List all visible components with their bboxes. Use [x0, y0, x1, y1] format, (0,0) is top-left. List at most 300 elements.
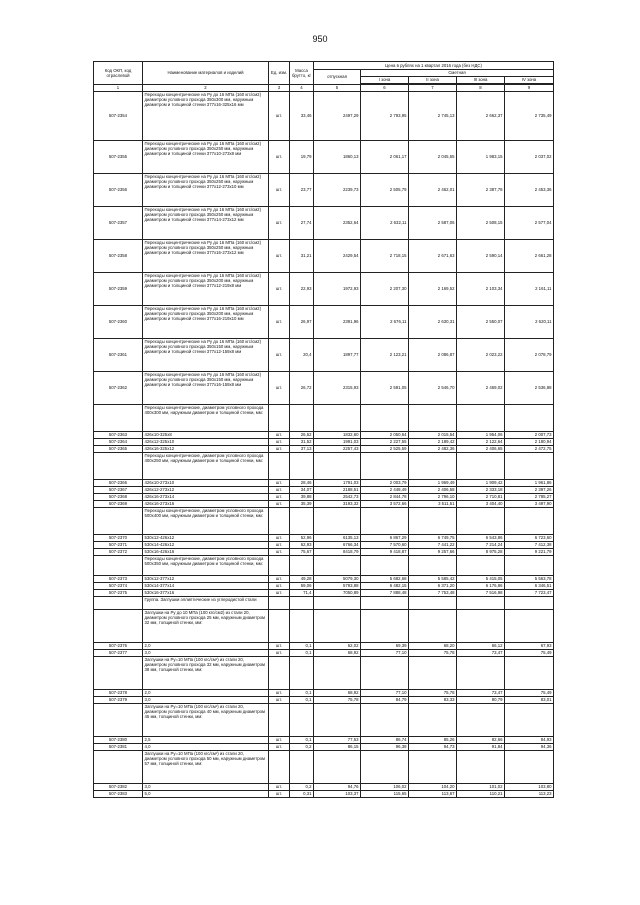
name-cell: Заглушки на Ру до 10 МПа (100 кгс/см2) из стали 20, диаметром условного прохода 25 мм, наружным диаметром 32 мм, толщиной стенки, мм:	[143, 610, 269, 643]
mass-cell: 26,72	[290, 372, 314, 405]
code-cell	[94, 751, 143, 784]
table-row	[94, 643, 554, 650]
price-cell	[314, 508, 361, 535]
mass-cell: 62,93	[290, 542, 314, 549]
zone2-price-cell	[409, 751, 457, 784]
zone4-price-cell: 75,49	[505, 690, 554, 697]
zone3-price-cell: 101,02	[457, 784, 505, 791]
group-row	[94, 597, 554, 610]
header-wholesale: отпускная	[314, 70, 361, 85]
table-row	[94, 590, 554, 597]
price-table	[93, 61, 554, 798]
zone3-price-cell: 73,47	[457, 690, 505, 697]
header-mass: Масса брутто, кг	[290, 62, 314, 85]
table-row	[94, 697, 554, 704]
header-code: Код ОКП, код отраслевой	[94, 62, 143, 85]
mass-cell: 59,06	[290, 583, 314, 590]
mass-cell: 0,1	[290, 697, 314, 704]
zone4-price-cell: 2 180,94	[505, 439, 554, 446]
zone3-price-cell: 2 103,34	[457, 273, 505, 306]
zone3-price-cell: 2 469,02	[457, 372, 505, 405]
name-cell: 3,0	[143, 697, 269, 704]
name-cell: 426х16-273х16	[143, 501, 269, 508]
name-cell: 2,0	[143, 643, 269, 650]
name-cell: Группа. Заглушки эллиптические из углеродистой стали	[143, 597, 269, 610]
zone1-price-cell: 106,02	[361, 784, 409, 791]
unit-cell	[269, 405, 290, 432]
name-cell: Переходы концентрические на Ру до 16 МПа (160 кгс/см2) диаметром условного прохода 350х150 мм, наружным диаметром и толщиной стенки 377х16-159х8 мм	[143, 372, 269, 405]
name-cell: 530х12-426х12	[143, 535, 269, 542]
zone1-price-cell	[361, 657, 409, 690]
zone2-price-cell: 9 257,66	[409, 549, 457, 556]
price-cell: 86,15	[314, 744, 361, 751]
price-cell	[314, 704, 361, 737]
mass-cell: 52,96	[290, 535, 314, 542]
table-row	[94, 535, 554, 542]
zone1-price-cell: 6 482,15	[361, 583, 409, 590]
code-cell: 507-2374	[94, 583, 143, 590]
unit-cell: шт.	[269, 306, 290, 339]
zone2-price-cell: 2 630,31	[409, 306, 457, 339]
code-cell	[94, 610, 143, 643]
mass-cell: 0,1	[290, 737, 314, 744]
header-zone-4: IV зона	[505, 77, 554, 84]
zone1-price-cell: 2 632,11	[361, 207, 409, 240]
code-cell: 507-2372	[94, 549, 143, 556]
code-cell	[94, 704, 143, 737]
unit-cell: шт.	[269, 576, 290, 583]
zone4-price-cell	[505, 751, 554, 784]
zone4-price-cell: 2 735,49	[505, 92, 554, 141]
col-number: 8	[457, 85, 505, 92]
price-cell: 1897,77	[314, 339, 361, 372]
unit-cell: шт.	[269, 494, 290, 501]
unit-cell: шт.	[269, 690, 290, 697]
zone2-price-cell: 2 086,87	[409, 339, 457, 372]
group-row	[94, 508, 554, 535]
unit-cell: шт.	[269, 273, 290, 306]
zone4-price-cell: 83,01	[505, 697, 554, 704]
name-cell: 3,0	[143, 784, 269, 791]
zone4-price-cell: 2 397,26	[505, 487, 554, 494]
zone1-price-cell: 77,10	[361, 650, 409, 657]
zone2-price-cell: 7 753,48	[409, 590, 457, 597]
code-cell: 507-2379	[94, 697, 143, 704]
zone1-price-cell: 2 050,64	[361, 432, 409, 439]
zone3-price-cell: 1 954,06	[457, 432, 505, 439]
zone1-price-cell: 5 682,68	[361, 576, 409, 583]
zone3-price-cell: 6 176,86	[457, 583, 505, 590]
zone1-price-cell: 2 123,21	[361, 339, 409, 372]
price-cell: 2257,43	[314, 446, 361, 453]
page-number: 950	[312, 34, 328, 44]
zone4-price-cell: 2 577,04	[505, 207, 554, 240]
zone1-price-cell	[361, 405, 409, 432]
code-cell	[94, 453, 143, 480]
header-zone-2: II зона	[409, 77, 457, 84]
col-number: 3	[269, 85, 290, 92]
zone1-price-cell: 3 572,66	[361, 501, 409, 508]
name-cell: Переходы концентрические на Ру до 16 МПа (160 кгс/см2) диаметром условного прохода 350х200 мм, наружным диаметром и толщиной стенки 377х16-219х10 мм	[143, 306, 269, 339]
name-cell: 530х16-377х16	[143, 590, 269, 597]
mass-cell: 27,74	[290, 207, 314, 240]
unit-cell: шт.	[269, 583, 290, 590]
name-cell: 5,0	[143, 791, 269, 798]
header-zone-3: III зона	[457, 77, 505, 84]
zone4-price-cell	[505, 597, 554, 610]
zone3-price-cell	[457, 751, 505, 784]
header-zone-1: I зона	[361, 77, 409, 84]
code-cell: 507-2365	[94, 446, 143, 453]
zone3-price-cell: 3 404,40	[457, 501, 505, 508]
unit-cell	[269, 508, 290, 535]
zone2-price-cell: 6 749,75	[409, 535, 457, 542]
mass-cell: 19,79	[290, 141, 314, 174]
zone2-price-cell: 2 045,55	[409, 141, 457, 174]
col-number: 2	[143, 85, 269, 92]
unit-cell: шт.	[269, 744, 290, 751]
zone3-price-cell: 2 333,18	[457, 487, 505, 494]
unit-cell: шт.	[269, 784, 290, 791]
col-number: 4	[290, 85, 314, 92]
zone4-price-cell: 103,80	[505, 784, 554, 791]
zone4-price-cell: 2 785,27	[505, 494, 554, 501]
zone3-price-cell: 6 543,86	[457, 535, 505, 542]
col-number: 5	[314, 85, 361, 92]
column-numbers-row	[94, 85, 554, 92]
zone2-price-cell: 2 482,36	[409, 446, 457, 453]
name-cell: Переходы концентрические на Ру до 16 МПа (160 кгс/см2) диаметром условного прохода 350х150 мм, наружным диаметром и толщиной стенки 377х12-159х8 мм	[143, 339, 269, 372]
price-cell: 2429,54	[314, 240, 361, 273]
table-row	[94, 737, 554, 744]
group-row	[94, 556, 554, 576]
table-row	[94, 372, 554, 405]
zone3-price-cell	[457, 657, 505, 690]
price-cell: 3193,32	[314, 501, 361, 508]
zone4-price-cell: 2 472,75	[505, 446, 554, 453]
price-cell: 2315,93	[314, 372, 361, 405]
mass-cell: 0,1	[290, 650, 314, 657]
zone2-price-cell	[409, 405, 457, 432]
unit-cell: шт.	[269, 372, 290, 405]
zone4-price-cell: 6 723,60	[505, 535, 554, 542]
price-cell	[314, 657, 361, 690]
zone2-price-cell: 6 371,20	[409, 583, 457, 590]
zone3-price-cell: 2 387,78	[457, 174, 505, 207]
unit-cell: шт.	[269, 650, 290, 657]
unit-cell	[269, 597, 290, 610]
price-cell: 2352,64	[314, 207, 361, 240]
zone1-price-cell	[361, 453, 409, 480]
mass-cell: 0,2	[290, 784, 314, 791]
group-row	[94, 704, 554, 737]
zone1-price-cell	[361, 597, 409, 610]
zone2-price-cell: 2 745,13	[409, 92, 457, 141]
price-cell: 1860,13	[314, 141, 361, 174]
code-cell: 507-2355	[94, 141, 143, 174]
code-cell: 507-2376	[94, 643, 143, 650]
name-cell: Заглушки на Ру=10 МПа (100 кгс/см²) из стали 20, диаметром условного прохода 50 мм, наружным диаметром 57 мм, толщиной стенки, мм:	[143, 751, 269, 784]
code-cell: 507-2364	[94, 439, 143, 446]
zone1-price-cell: 96,38	[361, 744, 409, 751]
mass-cell: 31,21	[290, 240, 314, 273]
mass-cell: 31,52	[290, 439, 314, 446]
name-cell: Переходы концентрические, диаметром условного прохода 400х300 мм, наружным диаметром и толщиной стенки, мм:	[143, 405, 269, 432]
price-cell: 75,78	[314, 697, 361, 704]
zone1-price-cell: 2 718,15	[361, 240, 409, 273]
header-estimate: Сметная	[361, 70, 554, 77]
name-cell: Переходы концентрические на Ру до 16 МПа (160 кгс/см2) диаметром условного прохода 350х200 мм, наружным диаметром и толщиной стенки 377х12-219х8 мм	[143, 273, 269, 306]
code-cell	[94, 597, 143, 610]
table-row	[94, 487, 554, 494]
zone2-price-cell	[409, 508, 457, 535]
name-cell: 426х10-273х10	[143, 480, 269, 487]
zone3-price-cell: 7 214,24	[457, 542, 505, 549]
mass-cell: 0,1	[290, 690, 314, 697]
zone1-price-cell: 86,74	[361, 737, 409, 744]
mass-cell: 20,4	[290, 339, 314, 372]
zone3-price-cell: 66,12	[457, 643, 505, 650]
header-unit: Ед. изм.	[269, 62, 290, 85]
zone3-price-cell: 82,66	[457, 737, 505, 744]
name-cell: Переходы концентрические на Ру до 16 МПа (160 кгс/см2) диаметром условного прохода 350х300 мм, наружным диаметром и толщиной стенки 377х16-325х16 мм	[143, 92, 269, 141]
table-row	[94, 576, 554, 583]
zone1-price-cell: 84,79	[361, 697, 409, 704]
table-row	[94, 141, 554, 174]
zone3-price-cell: 2 662,37	[457, 92, 505, 141]
zone2-price-cell: 85,26	[409, 737, 457, 744]
zone2-price-cell	[409, 556, 457, 576]
code-cell: 507-2361	[94, 339, 143, 372]
price-cell: 1832,60	[314, 432, 361, 439]
zone3-price-cell	[457, 597, 505, 610]
name-cell: Переходы концентрические на Ру до 16 МПа (160 кгс/см2) диаметром условного прохода 350х250 мм, наружным диаметром и толщиной стенки 377х10-273х8 мм	[143, 141, 269, 174]
price-cell: 7050,89	[314, 590, 361, 597]
code-cell: 507-2373	[94, 576, 143, 583]
zone4-price-cell: 67,93	[505, 643, 554, 650]
price-cell: 1991,03	[314, 439, 361, 446]
price-cell: 62,02	[314, 643, 361, 650]
col-number: 7	[409, 85, 457, 92]
price-cell: 1972,93	[314, 273, 361, 306]
code-cell: 507-2367	[94, 487, 143, 494]
table-row	[94, 207, 554, 240]
name-cell: 530х12-377х12	[143, 576, 269, 583]
table-row	[94, 480, 554, 487]
price-cell: 77,53	[314, 737, 361, 744]
code-cell: 507-2378	[94, 690, 143, 697]
table-row	[94, 542, 554, 549]
price-cell: 2497,29	[314, 92, 361, 141]
name-cell: Переходы концентрические на Ру до 16 МПа (160 кгс/см2) диаметром условного прохода 350х250 мм, наружным диаметром и толщиной стенки 377х14-273х12 мм	[143, 207, 269, 240]
group-row	[94, 657, 554, 690]
zone1-price-cell: 2 505,79	[361, 174, 409, 207]
zone4-price-cell: 2 453,36	[505, 174, 554, 207]
zone4-price-cell: 2 161,11	[505, 273, 554, 306]
price-cell: 2542,73	[314, 494, 361, 501]
zone1-price-cell: 9 418,87	[361, 549, 409, 556]
zone1-price-cell	[361, 704, 409, 737]
unit-cell: шт.	[269, 542, 290, 549]
table-row	[94, 439, 554, 446]
price-cell	[314, 556, 361, 576]
code-cell: 507-2368	[94, 494, 143, 501]
zone4-price-cell: 84,93	[505, 737, 554, 744]
zone3-price-cell: 1 983,15	[457, 141, 505, 174]
price-cell: 6135,13	[314, 535, 361, 542]
col-number: 1	[94, 85, 143, 92]
mass-cell: 33,46	[290, 92, 314, 141]
zone4-price-cell: 5 563,78	[505, 576, 554, 583]
zone2-price-cell: 94,73	[409, 744, 457, 751]
zone2-price-cell: 113,67	[409, 791, 457, 798]
name-cell: Заглушки на Ру=10 МПа (100 кгс/см²) из стали 20, диаметром условного прохода 32 мм, наружным диаметром 38 мм, толщиной стенки, мм:	[143, 657, 269, 690]
zone3-price-cell: 2 590,14	[457, 240, 505, 273]
zone4-price-cell	[505, 405, 554, 432]
zone2-price-cell	[409, 453, 457, 480]
zone4-price-cell: 7 412,38	[505, 542, 554, 549]
name-cell: Переходы концентрические, диаметром условного прохода 500х400 мм, наружным диаметром и толщиной стенки, мм:	[143, 508, 269, 535]
table-row	[94, 446, 554, 453]
zone4-price-cell: 2 078,79	[505, 339, 554, 372]
zone3-price-cell	[457, 405, 505, 432]
zone3-price-cell: 80,79	[457, 697, 505, 704]
code-cell: 507-2380	[94, 737, 143, 744]
code-cell	[94, 657, 143, 690]
mass-cell	[290, 405, 314, 432]
zone3-price-cell: 2 508,15	[457, 207, 505, 240]
name-cell: 2,0	[143, 690, 269, 697]
zone3-price-cell: 2 550,07	[457, 306, 505, 339]
table-row	[94, 174, 554, 207]
header-name: Наименование материалов и изделий	[143, 62, 269, 85]
zone4-price-cell: 3 497,90	[505, 501, 554, 508]
zone2-price-cell	[409, 597, 457, 610]
zone4-price-cell	[505, 657, 554, 690]
code-cell	[94, 556, 143, 576]
zone2-price-cell: 75,78	[409, 650, 457, 657]
zone3-price-cell: 91,84	[457, 744, 505, 751]
name-cell: Переходы концентрические, диаметром условного прохода 400х250 мм, наружным диаметром и толщиной стенки, мм:	[143, 453, 269, 480]
mass-cell	[290, 704, 314, 737]
zone1-price-cell: 2 525,59	[361, 446, 409, 453]
price-cell	[314, 405, 361, 432]
price-cell: 2391,96	[314, 306, 361, 339]
mass-cell: 26,97	[290, 306, 314, 339]
name-cell: Переходы концентрические на Ру до 16 МПа (160 кгс/см2) диаметром условного прохода 350х250 мм, наружным диаметром и толщиной стенки 377х12-273х10 мм	[143, 174, 269, 207]
zone1-price-cell	[361, 751, 409, 784]
name-cell: 4,0	[143, 744, 269, 751]
table-row	[94, 273, 554, 306]
table-row	[94, 549, 554, 556]
unit-cell: шт.	[269, 446, 290, 453]
unit-cell: шт.	[269, 480, 290, 487]
unit-cell	[269, 556, 290, 576]
zone4-price-cell	[505, 704, 554, 737]
zone3-price-cell: 8 975,28	[457, 549, 505, 556]
zone2-price-cell: 1 969,49	[409, 480, 457, 487]
code-cell: 507-2360	[94, 306, 143, 339]
zone2-price-cell	[409, 704, 457, 737]
name-cell: Переходы концентрические на Ру до 16 МПа (160 кгс/см2) диаметром условного прохода 350х250 мм, наружным диаметром и толщиной стенки 377х16-273х12 мм	[143, 240, 269, 273]
unit-cell: шт.	[269, 92, 290, 141]
name-cell: 2,5	[143, 737, 269, 744]
zone4-price-cell: 75,49	[505, 650, 554, 657]
code-cell: 507-2359	[94, 273, 143, 306]
unit-cell	[269, 453, 290, 480]
zone2-price-cell: 2 587,06	[409, 207, 457, 240]
price-cell	[314, 453, 361, 480]
name-cell: 3,0	[143, 650, 269, 657]
table-row	[94, 306, 554, 339]
zone3-price-cell: 73,47	[457, 650, 505, 657]
zone3-price-cell: 7 516,98	[457, 590, 505, 597]
code-cell: 507-2358	[94, 240, 143, 273]
code-cell: 507-2371	[94, 542, 143, 549]
mass-cell: 75,67	[290, 549, 314, 556]
table-row	[94, 583, 554, 590]
mass-cell	[290, 610, 314, 643]
code-cell: 507-2356	[94, 174, 143, 207]
col-number: 9	[505, 85, 554, 92]
zone2-price-cell: 68,20	[409, 643, 457, 650]
zone4-price-cell: 2 661,28	[505, 240, 554, 273]
zone2-price-cell: 2 189,42	[409, 439, 457, 446]
unit-cell: шт.	[269, 207, 290, 240]
name-cell: 426х10-325х8	[143, 432, 269, 439]
price-cell: 5079,30	[314, 576, 361, 583]
price-cell: 6766,34	[314, 542, 361, 549]
name-cell: Переходы концентрические, диаметром условного прохода 500х350 мм, наружным диаметром и толщиной стенки, мм:	[143, 556, 269, 576]
zone1-price-cell: 69,39	[361, 643, 409, 650]
zone1-price-cell: 2 676,11	[361, 306, 409, 339]
price-cell: 94,76	[314, 784, 361, 791]
name-cell: 426х16-273х14	[143, 494, 269, 501]
zone3-price-cell	[457, 556, 505, 576]
zone4-price-cell: 6 346,51	[505, 583, 554, 590]
price-cell: 1791,03	[314, 480, 361, 487]
zone1-price-cell: 2 207,30	[361, 273, 409, 306]
code-cell: 507-2375	[94, 590, 143, 597]
zone1-price-cell: 6 867,29	[361, 535, 409, 542]
mass-cell: 0,2	[290, 744, 314, 751]
mass-cell: 34,07	[290, 487, 314, 494]
zone1-price-cell: 115,65	[361, 791, 409, 798]
zone4-price-cell: 94,36	[505, 744, 554, 751]
zone3-price-cell: 2 122,64	[457, 439, 505, 446]
mass-cell: 35,39	[290, 501, 314, 508]
name-cell: 530х14-426х12	[143, 542, 269, 549]
mass-cell: 0,1	[290, 643, 314, 650]
zone1-price-cell: 2 793,95	[361, 92, 409, 141]
zone2-price-cell: 2 406,58	[409, 487, 457, 494]
zone2-price-cell: 5 585,42	[409, 576, 457, 583]
table-row	[94, 744, 554, 751]
table-row	[94, 690, 554, 697]
name-cell: 426х12-273х12	[143, 487, 269, 494]
code-cell: 507-2363	[94, 432, 143, 439]
group-row	[94, 405, 554, 432]
zone4-price-cell	[505, 556, 554, 576]
zone3-price-cell	[457, 704, 505, 737]
zone4-price-cell	[505, 453, 554, 480]
zone3-price-cell: 2 406,65	[457, 446, 505, 453]
col-number: 6	[361, 85, 409, 92]
mass-cell: 39,88	[290, 494, 314, 501]
zone4-price-cell: 7 723,47	[505, 590, 554, 597]
unit-cell: шт.	[269, 643, 290, 650]
mass-cell	[290, 556, 314, 576]
